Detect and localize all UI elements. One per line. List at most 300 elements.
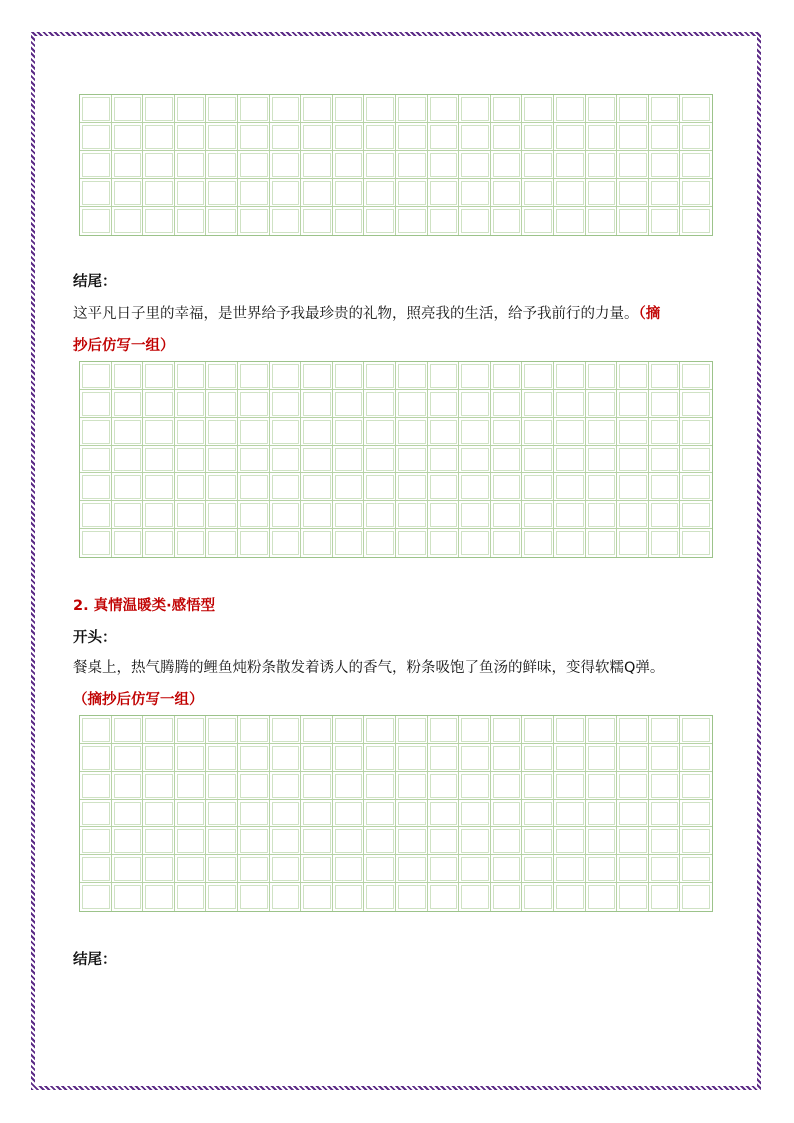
- grid-cell[interactable]: [238, 800, 270, 828]
- grid-cell[interactable]: [238, 827, 270, 855]
- grid-cell[interactable]: [680, 473, 712, 501]
- grid-cell[interactable]: [206, 207, 238, 235]
- grid-cell[interactable]: [617, 744, 649, 772]
- grid-cell[interactable]: [206, 855, 238, 883]
- grid-cell[interactable]: [554, 473, 586, 501]
- grid-cell[interactable]: [617, 772, 649, 800]
- grid-cell[interactable]: [554, 855, 586, 883]
- grid-cell[interactable]: [680, 362, 712, 390]
- grid-cell[interactable]: [143, 446, 175, 474]
- grid-cell[interactable]: [617, 529, 649, 557]
- grid-cell[interactable]: [175, 207, 207, 235]
- grid-cell[interactable]: [554, 501, 586, 529]
- grid-cell[interactable]: [364, 151, 396, 179]
- grid-cell[interactable]: [364, 744, 396, 772]
- grid-cell[interactable]: [238, 123, 270, 151]
- grid-cell[interactable]: [333, 446, 365, 474]
- grid-cell[interactable]: [396, 473, 428, 501]
- grid-cell[interactable]: [491, 744, 523, 772]
- grid-cell[interactable]: [617, 827, 649, 855]
- grid-cell[interactable]: [396, 529, 428, 557]
- grid-cell[interactable]: [617, 800, 649, 828]
- grid-cell[interactable]: [112, 123, 144, 151]
- grid-cell[interactable]: [175, 827, 207, 855]
- grid-cell[interactable]: [586, 390, 618, 418]
- grid-cell[interactable]: [206, 744, 238, 772]
- grid-cell[interactable]: [112, 501, 144, 529]
- grid-cell[interactable]: [459, 179, 491, 207]
- grid-cell[interactable]: [143, 473, 175, 501]
- grid-cell[interactable]: [364, 883, 396, 911]
- grid-cell[interactable]: [459, 716, 491, 744]
- grid-cell[interactable]: [175, 362, 207, 390]
- grid-cell[interactable]: [175, 744, 207, 772]
- grid-cell[interactable]: [522, 800, 554, 828]
- grid-cell[interactable]: [554, 827, 586, 855]
- grid-cell[interactable]: [301, 151, 333, 179]
- grid-cell[interactable]: [238, 95, 270, 123]
- grid-cell[interactable]: [333, 207, 365, 235]
- grid-cell[interactable]: [680, 390, 712, 418]
- grid-cell[interactable]: [364, 390, 396, 418]
- grid-cell[interactable]: [680, 207, 712, 235]
- grid-cell[interactable]: [80, 446, 112, 474]
- grid-cell[interactable]: [270, 95, 302, 123]
- grid-cell[interactable]: [175, 446, 207, 474]
- grid-cell[interactable]: [617, 362, 649, 390]
- grid-cell[interactable]: [649, 446, 681, 474]
- grid-cell[interactable]: [649, 95, 681, 123]
- grid-cell[interactable]: [112, 744, 144, 772]
- grid-cell[interactable]: [112, 800, 144, 828]
- grid-cell[interactable]: [333, 501, 365, 529]
- grid-cell[interactable]: [143, 418, 175, 446]
- grid-cell[interactable]: [617, 883, 649, 911]
- grid-cell[interactable]: [301, 179, 333, 207]
- grid-cell[interactable]: [175, 179, 207, 207]
- grid-cell[interactable]: [80, 855, 112, 883]
- grid-cell[interactable]: [206, 362, 238, 390]
- grid-cell[interactable]: [680, 716, 712, 744]
- grid-cell[interactable]: [554, 179, 586, 207]
- grid-cell[interactable]: [649, 473, 681, 501]
- grid-cell[interactable]: [143, 800, 175, 828]
- grid-cell[interactable]: [301, 827, 333, 855]
- grid-cell[interactable]: [175, 883, 207, 911]
- grid-cell[interactable]: [175, 529, 207, 557]
- grid-cell[interactable]: [522, 473, 554, 501]
- grid-cell[interactable]: [459, 827, 491, 855]
- grid-cell[interactable]: [206, 473, 238, 501]
- grid-cell[interactable]: [396, 179, 428, 207]
- grid-cell[interactable]: [364, 207, 396, 235]
- grid-cell[interactable]: [238, 772, 270, 800]
- grid-cell[interactable]: [206, 179, 238, 207]
- grid-cell[interactable]: [80, 827, 112, 855]
- grid-cell[interactable]: [649, 179, 681, 207]
- grid-cell[interactable]: [428, 473, 460, 501]
- grid-cell[interactable]: [333, 855, 365, 883]
- grid-cell[interactable]: [175, 501, 207, 529]
- grid-cell[interactable]: [586, 207, 618, 235]
- grid-cell[interactable]: [554, 95, 586, 123]
- grid-cell[interactable]: [554, 207, 586, 235]
- grid-cell[interactable]: [301, 744, 333, 772]
- grid-cell[interactable]: [238, 151, 270, 179]
- grid-cell[interactable]: [112, 390, 144, 418]
- grid-cell[interactable]: [270, 151, 302, 179]
- grid-cell[interactable]: [80, 473, 112, 501]
- grid-cell[interactable]: [143, 179, 175, 207]
- grid-cell[interactable]: [206, 418, 238, 446]
- grid-cell[interactable]: [554, 390, 586, 418]
- grid-cell[interactable]: [680, 501, 712, 529]
- grid-cell[interactable]: [586, 800, 618, 828]
- grid-cell[interactable]: [396, 418, 428, 446]
- grid-cell[interactable]: [522, 501, 554, 529]
- grid-cell[interactable]: [680, 883, 712, 911]
- grid-cell[interactable]: [459, 418, 491, 446]
- grid-cell[interactable]: [206, 95, 238, 123]
- grid-cell[interactable]: [206, 772, 238, 800]
- grid-cell[interactable]: [649, 362, 681, 390]
- grid-cell[interactable]: [270, 827, 302, 855]
- grid-cell[interactable]: [333, 772, 365, 800]
- grid-cell[interactable]: [649, 151, 681, 179]
- grid-cell[interactable]: [396, 207, 428, 235]
- grid-cell[interactable]: [333, 529, 365, 557]
- grid-cell[interactable]: [238, 529, 270, 557]
- grid-cell[interactable]: [649, 418, 681, 446]
- grid-cell[interactable]: [617, 418, 649, 446]
- grid-cell[interactable]: [238, 501, 270, 529]
- grid-cell[interactable]: [175, 855, 207, 883]
- grid-cell[interactable]: [333, 827, 365, 855]
- grid-cell[interactable]: [428, 390, 460, 418]
- grid-cell[interactable]: [459, 800, 491, 828]
- grid-cell[interactable]: [364, 827, 396, 855]
- grid-cell[interactable]: [617, 390, 649, 418]
- grid-cell[interactable]: [364, 716, 396, 744]
- grid-cell[interactable]: [459, 95, 491, 123]
- grid-cell[interactable]: [491, 418, 523, 446]
- grid-cell[interactable]: [459, 744, 491, 772]
- grid-cell[interactable]: [333, 179, 365, 207]
- grid-cell[interactable]: [554, 744, 586, 772]
- grid-cell[interactable]: [270, 855, 302, 883]
- grid-cell[interactable]: [112, 716, 144, 744]
- grid-cell[interactable]: [333, 151, 365, 179]
- grid-cell[interactable]: [680, 772, 712, 800]
- grid-cell[interactable]: [301, 772, 333, 800]
- grid-cell[interactable]: [649, 772, 681, 800]
- grid-cell[interactable]: [364, 529, 396, 557]
- grid-cell[interactable]: [396, 800, 428, 828]
- grid-cell[interactable]: [522, 772, 554, 800]
- grid-cell[interactable]: [396, 744, 428, 772]
- grid-cell[interactable]: [143, 716, 175, 744]
- grid-cell[interactable]: [522, 883, 554, 911]
- grid-cell[interactable]: [428, 362, 460, 390]
- grid-cell[interactable]: [112, 95, 144, 123]
- grid-cell[interactable]: [617, 207, 649, 235]
- grid-cell[interactable]: [554, 883, 586, 911]
- grid-cell[interactable]: [80, 179, 112, 207]
- grid-cell[interactable]: [617, 501, 649, 529]
- grid-cell[interactable]: [238, 744, 270, 772]
- grid-cell[interactable]: [238, 473, 270, 501]
- grid-cell[interactable]: [238, 855, 270, 883]
- grid-cell[interactable]: [112, 179, 144, 207]
- grid-cell[interactable]: [428, 716, 460, 744]
- grid-cell[interactable]: [175, 418, 207, 446]
- grid-cell[interactable]: [333, 418, 365, 446]
- grid-cell[interactable]: [491, 529, 523, 557]
- grid-cell[interactable]: [112, 151, 144, 179]
- grid-cell[interactable]: [428, 418, 460, 446]
- grid-cell[interactable]: [522, 744, 554, 772]
- grid-cell[interactable]: [680, 827, 712, 855]
- writing-grid-ending-copy[interactable]: [79, 361, 713, 558]
- grid-cell[interactable]: [175, 151, 207, 179]
- grid-cell[interactable]: [80, 883, 112, 911]
- grid-cell[interactable]: [175, 716, 207, 744]
- grid-cell[interactable]: [617, 179, 649, 207]
- grid-cell[interactable]: [270, 716, 302, 744]
- grid-cell[interactable]: [522, 95, 554, 123]
- grid-cell[interactable]: [175, 473, 207, 501]
- grid-cell[interactable]: [301, 800, 333, 828]
- grid-cell[interactable]: [364, 95, 396, 123]
- grid-cell[interactable]: [396, 390, 428, 418]
- grid-cell[interactable]: [522, 716, 554, 744]
- grid-cell[interactable]: [459, 501, 491, 529]
- grid-cell[interactable]: [80, 123, 112, 151]
- grid-cell[interactable]: [680, 800, 712, 828]
- grid-cell[interactable]: [143, 501, 175, 529]
- grid-cell[interactable]: [428, 772, 460, 800]
- grid-cell[interactable]: [396, 151, 428, 179]
- grid-cell[interactable]: [680, 855, 712, 883]
- grid-cell[interactable]: [554, 362, 586, 390]
- grid-cell[interactable]: [80, 418, 112, 446]
- grid-cell[interactable]: [301, 362, 333, 390]
- grid-cell[interactable]: [112, 529, 144, 557]
- grid-cell[interactable]: [649, 529, 681, 557]
- grid-cell[interactable]: [428, 744, 460, 772]
- grid-cell[interactable]: [491, 855, 523, 883]
- grid-cell[interactable]: [112, 362, 144, 390]
- grid-cell[interactable]: [522, 827, 554, 855]
- grid-cell[interactable]: [586, 473, 618, 501]
- grid-cell[interactable]: [238, 446, 270, 474]
- grid-cell[interactable]: [333, 716, 365, 744]
- grid-cell[interactable]: [175, 800, 207, 828]
- grid-cell[interactable]: [175, 123, 207, 151]
- grid-cell[interactable]: [175, 95, 207, 123]
- grid-cell[interactable]: [428, 151, 460, 179]
- grid-cell[interactable]: [586, 827, 618, 855]
- grid-cell[interactable]: [522, 855, 554, 883]
- grid-cell[interactable]: [491, 95, 523, 123]
- grid-cell[interactable]: [586, 772, 618, 800]
- grid-cell[interactable]: [364, 473, 396, 501]
- grid-cell[interactable]: [333, 800, 365, 828]
- grid-cell[interactable]: [301, 95, 333, 123]
- grid-cell[interactable]: [364, 855, 396, 883]
- grid-cell[interactable]: [301, 883, 333, 911]
- grid-cell[interactable]: [112, 855, 144, 883]
- grid-cell[interactable]: [649, 716, 681, 744]
- grid-cell[interactable]: [680, 123, 712, 151]
- grid-cell[interactable]: [80, 529, 112, 557]
- grid-cell[interactable]: [491, 446, 523, 474]
- grid-cell[interactable]: [301, 501, 333, 529]
- grid-cell[interactable]: [364, 362, 396, 390]
- grid-cell[interactable]: [680, 744, 712, 772]
- grid-cell[interactable]: [238, 883, 270, 911]
- grid-cell[interactable]: [554, 772, 586, 800]
- grid-cell[interactable]: [680, 446, 712, 474]
- grid-cell[interactable]: [270, 207, 302, 235]
- grid-cell[interactable]: [554, 446, 586, 474]
- grid-cell[interactable]: [238, 716, 270, 744]
- grid-cell[interactable]: [143, 529, 175, 557]
- grid-cell[interactable]: [586, 151, 618, 179]
- grid-cell[interactable]: [428, 123, 460, 151]
- grid-cell[interactable]: [459, 207, 491, 235]
- grid-cell[interactable]: [649, 744, 681, 772]
- grid-cell[interactable]: [175, 772, 207, 800]
- grid-cell[interactable]: [270, 501, 302, 529]
- grid-cell[interactable]: [459, 123, 491, 151]
- grid-cell[interactable]: [206, 446, 238, 474]
- grid-cell[interactable]: [491, 207, 523, 235]
- grid-cell[interactable]: [649, 207, 681, 235]
- grid-cell[interactable]: [396, 772, 428, 800]
- grid-cell[interactable]: [143, 151, 175, 179]
- grid-cell[interactable]: [649, 501, 681, 529]
- grid-cell[interactable]: [206, 501, 238, 529]
- grid-cell[interactable]: [554, 716, 586, 744]
- grid-cell[interactable]: [206, 827, 238, 855]
- grid-cell[interactable]: [396, 855, 428, 883]
- grid-cell[interactable]: [428, 855, 460, 883]
- grid-cell[interactable]: [586, 501, 618, 529]
- grid-cell[interactable]: [143, 123, 175, 151]
- grid-cell[interactable]: [301, 716, 333, 744]
- grid-cell[interactable]: [680, 179, 712, 207]
- grid-cell[interactable]: [333, 362, 365, 390]
- grid-cell[interactable]: [649, 800, 681, 828]
- grid-cell[interactable]: [428, 800, 460, 828]
- grid-cell[interactable]: [143, 744, 175, 772]
- grid-cell[interactable]: [143, 390, 175, 418]
- grid-cell[interactable]: [649, 123, 681, 151]
- grid-cell[interactable]: [143, 207, 175, 235]
- grid-cell[interactable]: [80, 501, 112, 529]
- grid-cell[interactable]: [522, 179, 554, 207]
- grid-cell[interactable]: [80, 207, 112, 235]
- grid-cell[interactable]: [270, 390, 302, 418]
- grid-cell[interactable]: [586, 716, 618, 744]
- grid-cell[interactable]: [554, 151, 586, 179]
- grid-cell[interactable]: [238, 179, 270, 207]
- grid-cell[interactable]: [333, 95, 365, 123]
- grid-cell[interactable]: [459, 390, 491, 418]
- grid-cell[interactable]: [238, 362, 270, 390]
- grid-cell[interactable]: [396, 95, 428, 123]
- grid-cell[interactable]: [206, 151, 238, 179]
- grid-cell[interactable]: [491, 151, 523, 179]
- grid-cell[interactable]: [80, 800, 112, 828]
- grid-cell[interactable]: [112, 883, 144, 911]
- grid-cell[interactable]: [428, 446, 460, 474]
- grid-cell[interactable]: [491, 716, 523, 744]
- grid-cell[interactable]: [586, 855, 618, 883]
- grid-cell[interactable]: [270, 529, 302, 557]
- grid-cell[interactable]: [491, 883, 523, 911]
- grid-cell[interactable]: [491, 501, 523, 529]
- grid-cell[interactable]: [459, 362, 491, 390]
- grid-cell[interactable]: [143, 827, 175, 855]
- grid-cell[interactable]: [333, 123, 365, 151]
- grid-cell[interactable]: [396, 716, 428, 744]
- grid-cell[interactable]: [270, 418, 302, 446]
- grid-cell[interactable]: [680, 418, 712, 446]
- grid-cell[interactable]: [522, 390, 554, 418]
- grid-cell[interactable]: [617, 473, 649, 501]
- grid-cell[interactable]: [586, 418, 618, 446]
- grid-cell[interactable]: [396, 883, 428, 911]
- grid-cell[interactable]: [491, 179, 523, 207]
- grid-cell[interactable]: [206, 529, 238, 557]
- grid-cell[interactable]: [459, 772, 491, 800]
- grid-cell[interactable]: [301, 418, 333, 446]
- grid-cell[interactable]: [301, 855, 333, 883]
- grid-cell[interactable]: [301, 123, 333, 151]
- grid-cell[interactable]: [554, 418, 586, 446]
- grid-cell[interactable]: [206, 800, 238, 828]
- grid-cell[interactable]: [586, 95, 618, 123]
- grid-cell[interactable]: [522, 207, 554, 235]
- grid-cell[interactable]: [491, 123, 523, 151]
- grid-cell[interactable]: [143, 95, 175, 123]
- grid-cell[interactable]: [80, 716, 112, 744]
- grid-cell[interactable]: [238, 390, 270, 418]
- grid-cell[interactable]: [143, 772, 175, 800]
- grid-cell[interactable]: [491, 800, 523, 828]
- grid-cell[interactable]: [428, 179, 460, 207]
- grid-cell[interactable]: [206, 390, 238, 418]
- grid-cell[interactable]: [491, 390, 523, 418]
- grid-cell[interactable]: [649, 827, 681, 855]
- grid-cell[interactable]: [586, 362, 618, 390]
- grid-cell[interactable]: [680, 151, 712, 179]
- grid-cell[interactable]: [617, 716, 649, 744]
- grid-cell[interactable]: [617, 151, 649, 179]
- grid-cell[interactable]: [270, 123, 302, 151]
- grid-cell[interactable]: [522, 362, 554, 390]
- grid-cell[interactable]: [301, 473, 333, 501]
- grid-cell[interactable]: [270, 883, 302, 911]
- grid-cell[interactable]: [522, 418, 554, 446]
- grid-cell[interactable]: [333, 883, 365, 911]
- grid-cell[interactable]: [522, 151, 554, 179]
- grid-cell[interactable]: [333, 473, 365, 501]
- grid-cell[interactable]: [301, 529, 333, 557]
- grid-cell[interactable]: [80, 772, 112, 800]
